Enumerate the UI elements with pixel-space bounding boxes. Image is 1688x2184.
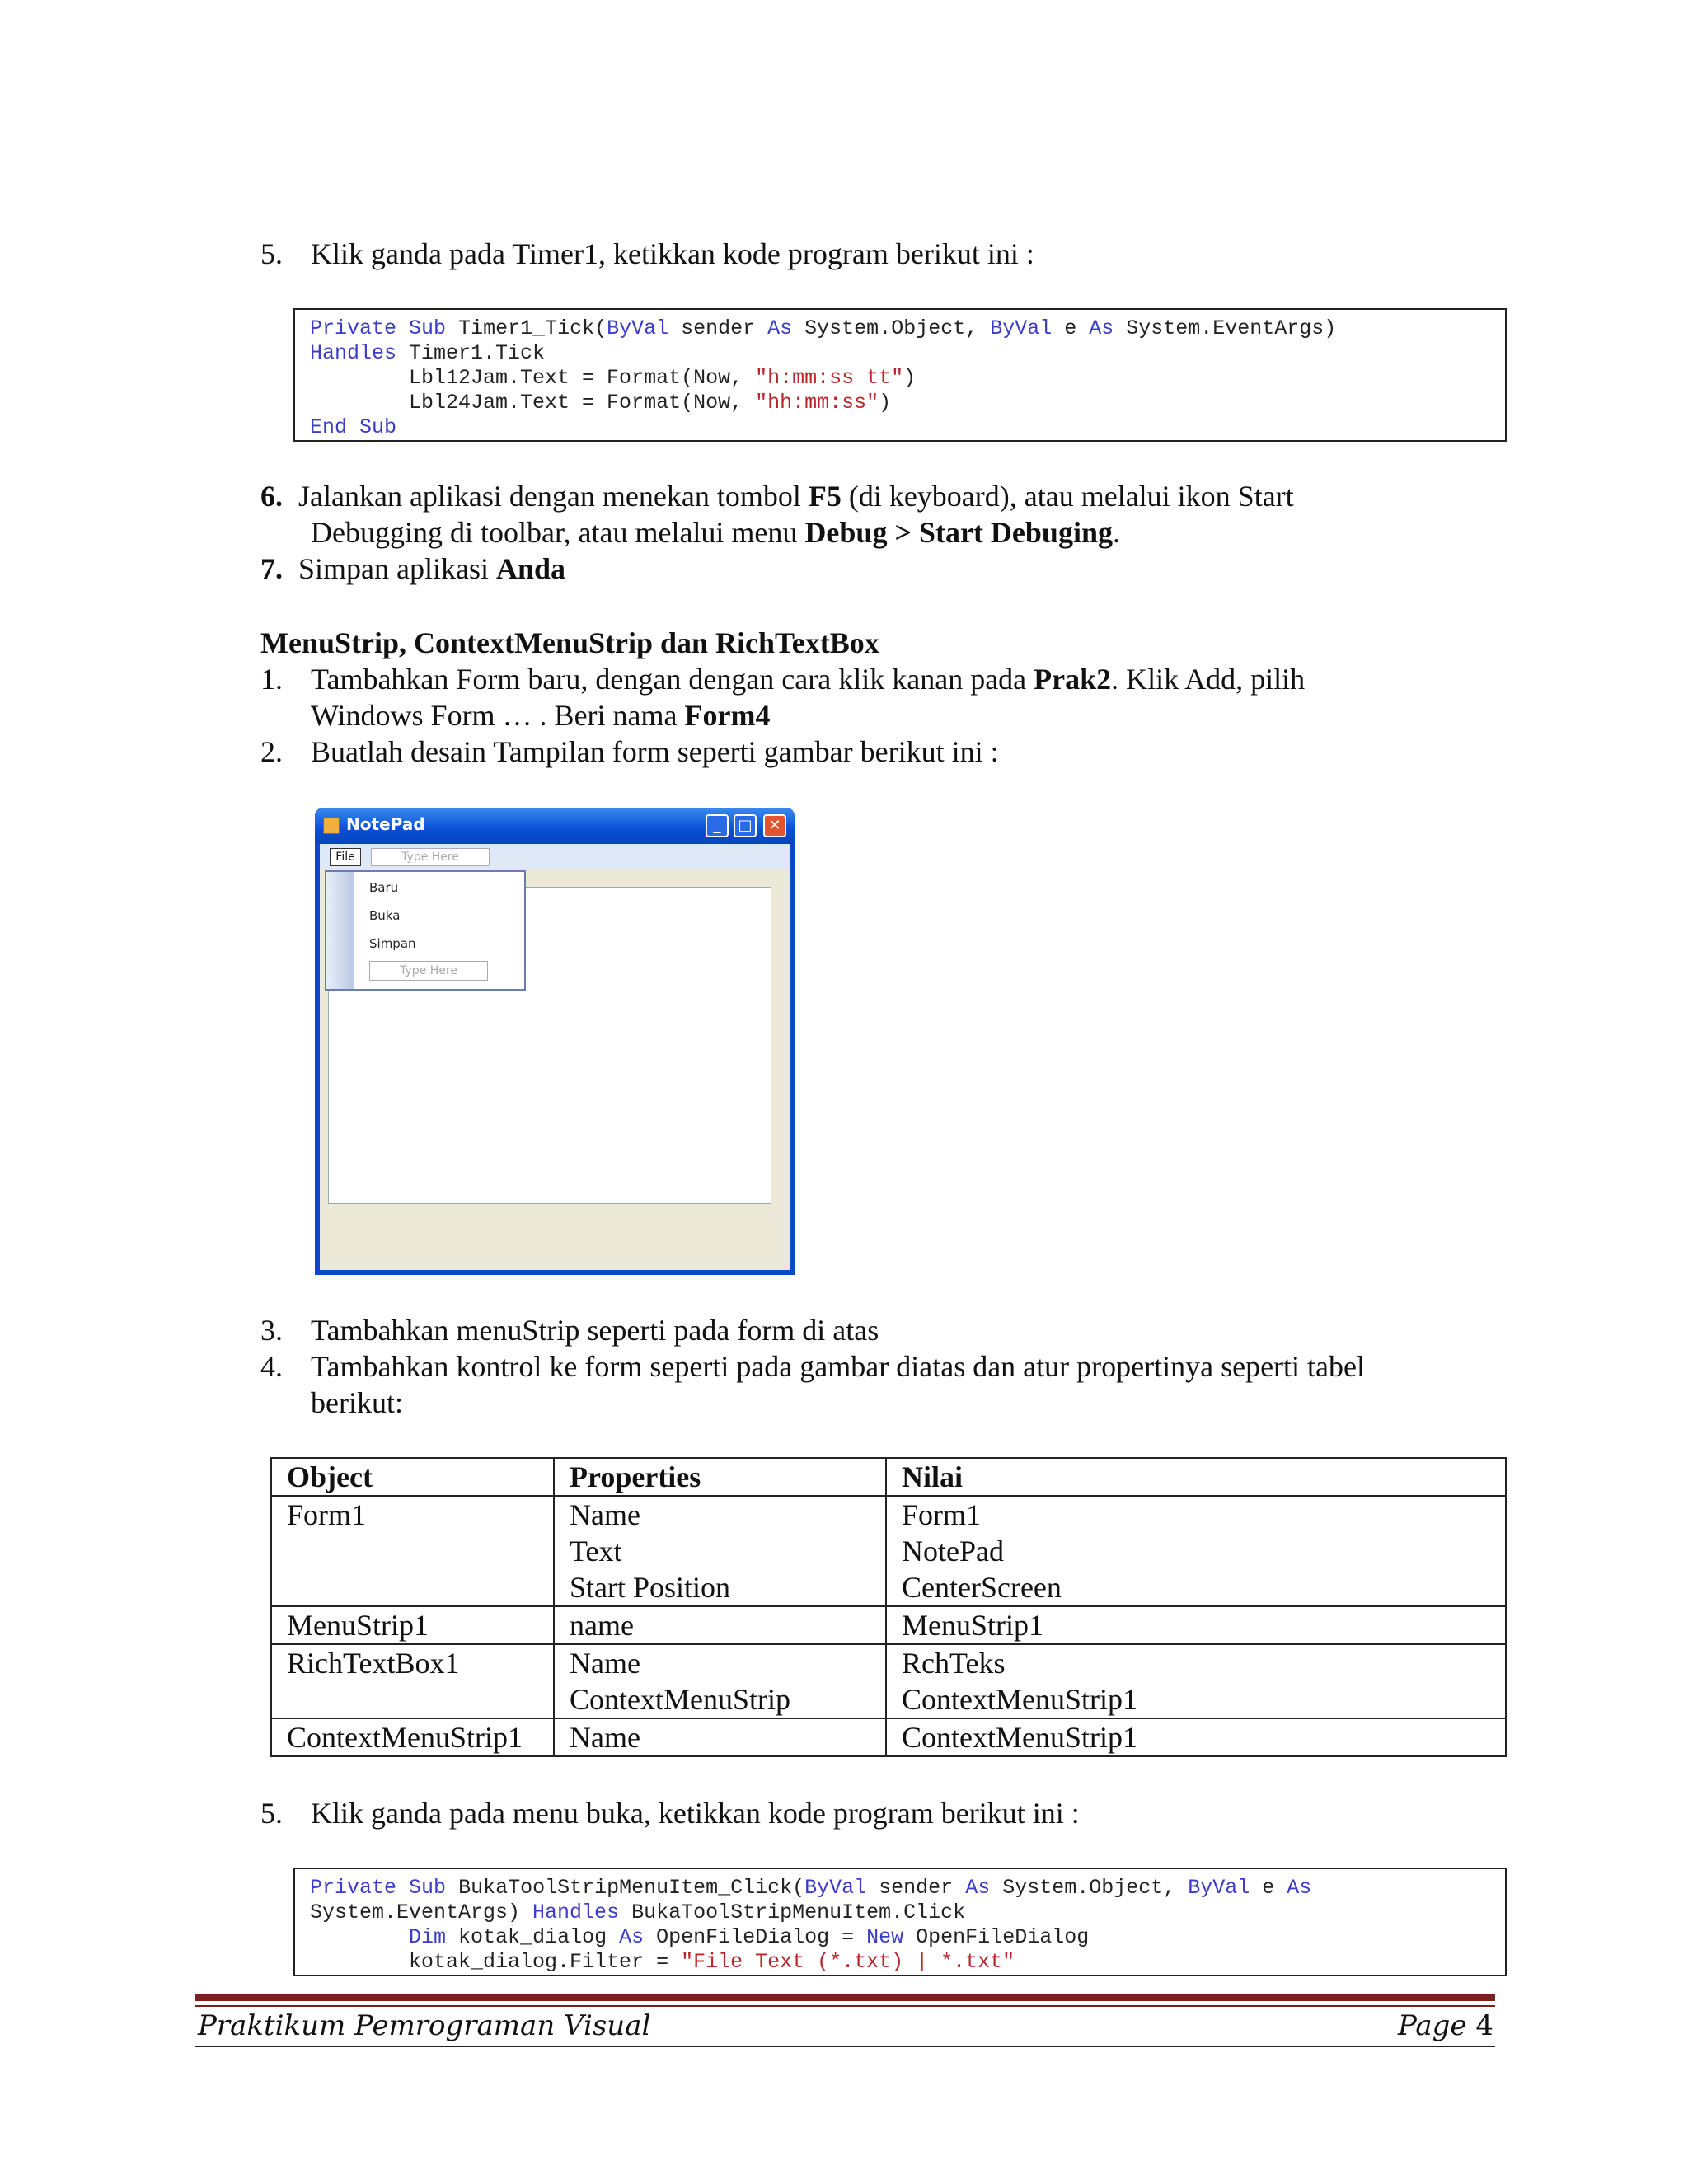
minimize-button[interactable]: _ [706,814,729,837]
table-row [271,1496,1506,1606]
code-keyword: New [866,1925,904,1949]
form-icon [323,818,340,834]
step-number: 5. [260,1797,283,1830]
code-text: OpenFileDialog = [644,1925,867,1949]
footer-rule-bottom [195,2046,1495,2047]
menu-item-buka[interactable]: Buka [369,908,401,923]
properties-table [270,1457,1507,1757]
table-cell-values: RchTeks ContextMenuStrip1 [886,1644,1506,1718]
code-keyword: ByVal [1188,1876,1250,1900]
code-text: Lbl24Jam.Text = Format(Now, [310,391,756,415]
code-text: OpenFileDialog [903,1925,1090,1949]
code-keyword: Handles [532,1900,620,1924]
code-text: e [1052,316,1090,340]
table-cell-properties: Name [554,1718,886,1756]
code-block-buka [293,1868,1507,1976]
table-header: Object [271,1458,554,1496]
code-keyword: Sub [409,1876,447,1900]
code-text: sender [866,1876,966,1900]
footer-page-number: Page 4 [1398,2009,1493,2042]
section-title: MenuStrip, ContextMenuStrip dan RichTextBox [260,626,879,659]
table-cell-properties: Name ContextMenuStrip [554,1644,886,1718]
form-client-area [320,844,790,1270]
step-text-cont: Windows Form … . Beri nama Form4 [311,699,771,732]
table-row [271,1606,1506,1644]
window-titlebar [315,808,795,844]
step-text: Buatlah desain Tampilan form seperti gambar berikut ini : [311,735,999,768]
table-row [271,1718,1506,1756]
code-keyword: Sub [359,415,397,439]
code-text: System.Object, [990,1876,1189,1900]
step-number: 4. [260,1350,283,1383]
code-text: BukaToolStripMenuItem_Click( [446,1876,805,1900]
table-cell-values: Form1 NotePad CenterScreen [886,1496,1506,1606]
footer-course-title: Praktikum Pemrograman Visual [198,2009,651,2042]
table-cell-values: ContextMenuStrip1 [886,1718,1506,1756]
code-keyword: As [1287,1876,1312,1900]
step-text: Tambahkan kontrol ke form seperti pada gambar diatas dan atur propertinya seperti tabel [311,1350,1366,1383]
menu-type-here[interactable]: Type Here [371,848,490,866]
code-keyword: As [619,1925,645,1949]
code-string: "h:mm:ss tt" [755,366,904,390]
menu-file[interactable]: File [330,848,361,866]
code-text: ) [879,391,892,415]
table-cell-object: RichTextBox1 [271,1644,554,1718]
code-keyword: ByVal [607,316,669,340]
step-text: Klik ganda pada menu buka, ketikkan kode program berikut ini : [311,1797,1080,1830]
step-text-cont: berikut: [311,1386,403,1419]
code-keyword: Handles [310,341,397,365]
code-text: BukaToolStripMenuItem.Click [619,1900,966,1924]
code-keyword: ByVal [804,1876,867,1900]
code-text: ) [903,366,917,390]
code-text: kotak_dialog [446,1925,620,1949]
code-keyword: ByVal [990,316,1053,340]
step-text: Jalankan aplikasi dengan menekan tombol F5 (di keyboard), atau melalui ikon Start [298,480,1294,513]
code-text: System.EventArgs) [310,1900,533,1924]
table-row [271,1644,1506,1718]
table-cell-object: MenuStrip1 [271,1606,554,1644]
notepad-window-figure [315,808,795,1275]
code-text: sender [668,316,768,340]
step-text: Tambahkan Form baru, dengan dengan cara klik kanan pada Prak2. Klik Add, pilih [311,663,1306,696]
step-text: Tambahkan menuStrip seperti pada form di atas [311,1314,879,1347]
file-dropdown-menu [325,870,526,991]
dropdown-type-here[interactable]: Type Here [369,961,488,981]
code-text: System.EventArgs) [1114,316,1337,340]
code-keyword: Private [310,316,397,340]
code-keyword: Dim [409,1925,447,1949]
code-text: System.Object, [792,316,991,340]
menu-image-margin [326,872,354,989]
table-header-row [271,1458,1506,1496]
table-cell-properties: Name Text Start Position [554,1496,886,1606]
step-number: 5. [260,237,283,270]
close-button[interactable]: ✕ [763,814,786,837]
step-number: 7. [260,552,283,585]
code-text: Timer1.Tick [396,341,546,365]
code-keyword: As [767,316,793,340]
code-text: kotak_dialog.Filter = [310,1950,682,1974]
step-number: 1. [260,663,283,696]
table-cell-object: Form1 [271,1496,554,1606]
step-text: Simpan aplikasi Anda [298,552,566,585]
code-text: Lbl12Jam.Text = Format(Now, [310,366,756,390]
footer-rule-thick [195,1994,1495,2001]
table-cell-values: MenuStrip1 [886,1606,1506,1644]
menu-item-simpan[interactable]: Simpan [369,936,416,951]
code-keyword: Sub [409,316,447,340]
maximize-button[interactable]: □ [734,814,757,837]
table-header: Nilai [886,1458,1506,1496]
code-string: "File Text (*.txt) | *.txt" [681,1950,1015,1974]
step-text: Klik ganda pada Timer1, ketikkan kode program berikut ini : [311,237,1034,270]
code-keyword: As [965,1876,991,1900]
table-cell-properties: name [554,1606,886,1644]
step-number: 3. [260,1314,283,1347]
code-keyword: Private [310,1876,397,1900]
step-text-cont: Debugging di toolbar, atau melalui menu Debug > Start Debuging. [311,516,1120,549]
step-number: 6. [260,480,283,513]
step-number: 2. [260,735,283,768]
window-title: NotePad [346,814,425,834]
table-header: Properties [554,1458,886,1496]
footer-rule-thin [195,2005,1495,2007]
code-text: Timer1_Tick( [446,316,607,340]
code-block-timer [293,308,1507,442]
code-keyword: End [310,415,348,439]
code-text [310,1925,409,1949]
menu-item-baru[interactable]: Baru [369,880,399,895]
code-text: e [1250,1876,1287,1900]
table-cell-object: ContextMenuStrip1 [271,1718,554,1756]
code-keyword: As [1089,316,1114,340]
code-string: "hh:mm:ss" [755,391,879,415]
menu-strip [320,844,790,869]
